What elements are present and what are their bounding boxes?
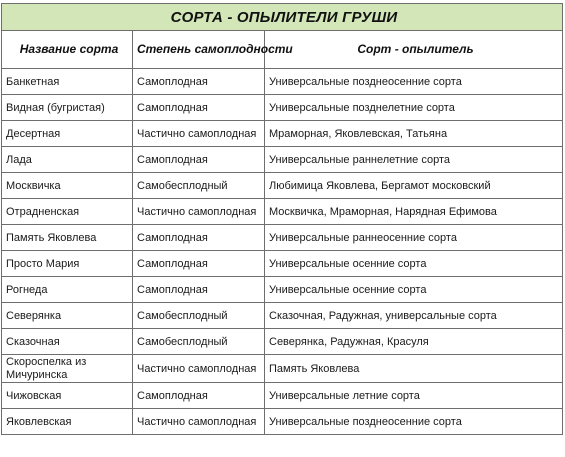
cell-self-fertility[interactable]: Частично самоплодная bbox=[133, 409, 265, 435]
table-row bbox=[2, 95, 563, 121]
table-row bbox=[2, 383, 563, 409]
cell-self-fertility[interactable]: Самобесплодный bbox=[133, 173, 265, 199]
table-row bbox=[2, 303, 563, 329]
cell-pollinator[interactable]: Универсальные раннеосенние сорта bbox=[265, 225, 563, 251]
cell-variety[interactable]: Видная (бугристая) bbox=[2, 95, 133, 121]
cell-pollinator[interactable]: Универсальные позднеосенние сорта bbox=[265, 69, 563, 95]
cell-pollinator[interactable]: Любимица Яковлева, Бергамот московский bbox=[265, 173, 563, 199]
table-row bbox=[2, 69, 563, 95]
cell-variety[interactable]: Скороспелка из Мичуринска bbox=[2, 355, 133, 383]
table-row bbox=[2, 199, 563, 225]
cell-pollinator[interactable]: Москвичка, Мраморная, Нарядная Ефимова bbox=[265, 199, 563, 225]
cell-variety[interactable]: Десертная bbox=[2, 121, 133, 147]
table-title[interactable]: СОРТА - ОПЫЛИТЕЛИ ГРУШИ bbox=[2, 4, 563, 31]
cell-pollinator[interactable]: Память Яковлева bbox=[265, 355, 563, 383]
cell-variety[interactable]: Рогнеда bbox=[2, 277, 133, 303]
cell-variety[interactable]: Просто Мария bbox=[2, 251, 133, 277]
cell-self-fertility[interactable]: Самобесплодный bbox=[133, 329, 265, 355]
cell-variety[interactable]: Лада bbox=[2, 147, 133, 173]
cell-variety[interactable]: Память Яковлева bbox=[2, 225, 133, 251]
cell-pollinator[interactable]: Мраморная, Яковлевская, Татьяна bbox=[265, 121, 563, 147]
cell-self-fertility[interactable]: Частично самоплодная bbox=[133, 355, 265, 383]
cell-pollinator[interactable]: Универсальные позднелетние сорта bbox=[265, 95, 563, 121]
cell-variety[interactable]: Северянка bbox=[2, 303, 133, 329]
table-row bbox=[2, 173, 563, 199]
cell-self-fertility[interactable]: Самоплодная bbox=[133, 251, 265, 277]
table-row bbox=[2, 329, 563, 355]
cell-pollinator[interactable]: Универсальные раннелетние сорта bbox=[265, 147, 563, 173]
cell-self-fertility[interactable]: Самоплодная bbox=[133, 147, 265, 173]
cell-variety[interactable]: Чижовская bbox=[2, 383, 133, 409]
cell-pollinator[interactable]: Универсальные осенние сорта bbox=[265, 251, 563, 277]
pollinators-table bbox=[1, 3, 563, 435]
table-row bbox=[2, 277, 563, 303]
cell-pollinator[interactable]: Северянка, Радужная, Красуля bbox=[265, 329, 563, 355]
cell-variety[interactable]: Банкетная bbox=[2, 69, 133, 95]
cell-pollinator[interactable]: Универсальные летние сорта bbox=[265, 383, 563, 409]
cell-pollinator[interactable]: Сказочная, Радужная, универсальные сорта bbox=[265, 303, 563, 329]
cell-pollinator[interactable]: Универсальные позднеосенние сорта bbox=[265, 409, 563, 435]
cell-self-fertility[interactable]: Частично самоплодная bbox=[133, 121, 265, 147]
table-row bbox=[2, 355, 563, 383]
cell-pollinator[interactable]: Универсальные осенние сорта bbox=[265, 277, 563, 303]
cell-variety[interactable]: Яковлевская bbox=[2, 409, 133, 435]
cell-self-fertility[interactable]: Самоплодная bbox=[133, 69, 265, 95]
table-row bbox=[2, 225, 563, 251]
cell-self-fertility[interactable]: Самоплодная bbox=[133, 277, 265, 303]
cell-variety[interactable]: Отрадненская bbox=[2, 199, 133, 225]
cell-self-fertility[interactable]: Самоплодная bbox=[133, 383, 265, 409]
column-header-self-fertility[interactable]: Степень самоплодности bbox=[133, 31, 265, 69]
column-header-pollinator[interactable]: Сорт - опылитель bbox=[265, 31, 563, 69]
table-row bbox=[2, 409, 563, 435]
cell-variety[interactable]: Москвичка bbox=[2, 173, 133, 199]
header-row bbox=[2, 31, 563, 69]
column-header-variety[interactable]: Название сорта bbox=[2, 31, 133, 69]
cell-self-fertility[interactable]: Частично самоплодная bbox=[133, 199, 265, 225]
table-row bbox=[2, 147, 563, 173]
title-row bbox=[2, 4, 563, 31]
table-row bbox=[2, 251, 563, 277]
cell-self-fertility[interactable]: Самобесплодный bbox=[133, 303, 265, 329]
cell-self-fertility[interactable]: Самоплодная bbox=[133, 225, 265, 251]
table-row bbox=[2, 121, 563, 147]
cell-variety[interactable]: Сказочная bbox=[2, 329, 133, 355]
spreadsheet bbox=[0, 3, 565, 457]
cell-self-fertility[interactable]: Самоплодная bbox=[133, 95, 265, 121]
